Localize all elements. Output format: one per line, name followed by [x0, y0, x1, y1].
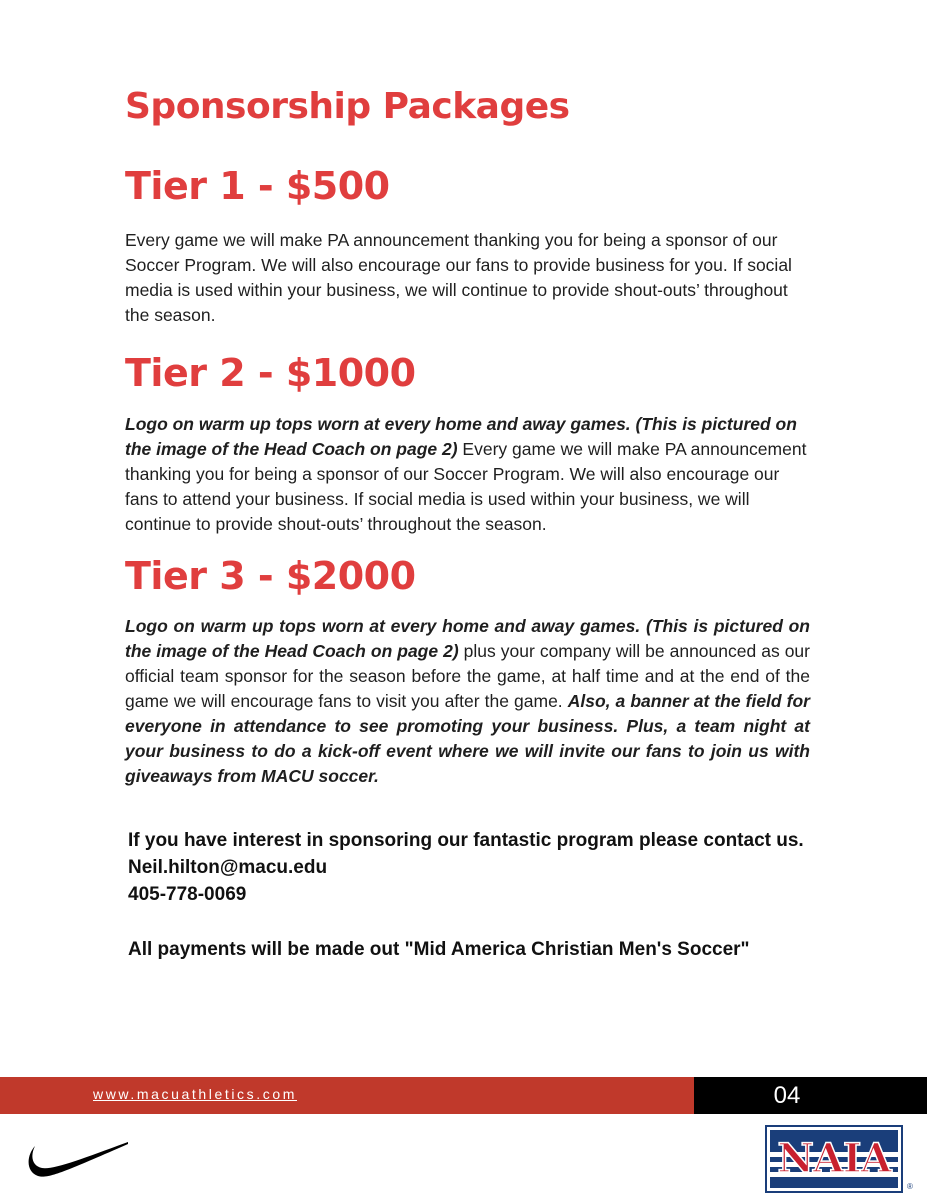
tier-2-description: [125, 412, 810, 537]
tier-1-description: Every game we will make PA announcement thanking you for being a sponsor of our Soccer Program. We will also encourage our fans to provide business for you. If social media is used within your business, we will continue to provide shout-outs’ throughout the season.: [125, 230, 792, 325]
tier-1-heading: Tier 1 - $500: [125, 164, 390, 208]
page-title: Sponsorship Packages: [125, 86, 570, 127]
registered-mark: ®: [907, 1182, 913, 1191]
tier-3-bold-text-2: Also, a banner at the field for everyone in attendance to see promoting your business. Plus, a team night at your business to do a kick-off event where we will invite our fans to join us with giveaways from MACU soccer.: [125, 691, 810, 786]
payment-note: All payments will be made out "Mid America Christian Men's Soccer": [128, 939, 750, 960]
tier-2-bold-text: Logo on warm up tops worn at every home and away games. (This is pictured on the image of the Head Coach on page 2): [125, 414, 797, 459]
contact-line: If you have interest in sponsoring our fantastic program please contact us.: [128, 830, 804, 851]
tier-3-text: plus your company will be announced as our official team sponsor for the season before the game, at half time and at the end of the game we will encourage fans to visit you after the game.: [125, 641, 810, 711]
naia-logo-text: NAIA: [777, 1135, 891, 1182]
contact-email[interactable]: Neil.hilton@macu.edu: [128, 857, 328, 878]
tier-3-description: [125, 614, 810, 789]
tier-3-bold-text-1: Logo on warm up tops worn at every home and away games. (This is pictured on the image of the Head Coach on page 2): [125, 616, 810, 661]
footer-website-link[interactable]: www.macuathletics.com: [93, 1086, 297, 1102]
tier-2-heading: Tier 2 - $1000: [125, 351, 416, 395]
nike-swoosh-icon: [24, 1138, 130, 1180]
contact-phone[interactable]: 405-778-0069: [128, 884, 247, 905]
page-number: 04: [773, 1082, 801, 1109]
tier-3-heading: Tier 3 - $2000: [125, 554, 416, 598]
tier-2-text: Every game we will make PA announcement thanking you for being a sponsor of our Soccer Program. We will also encourage our fans to attend your business. If social media is used within your business, we will continue to provide shout-outs’ throughout the season.: [125, 439, 807, 534]
